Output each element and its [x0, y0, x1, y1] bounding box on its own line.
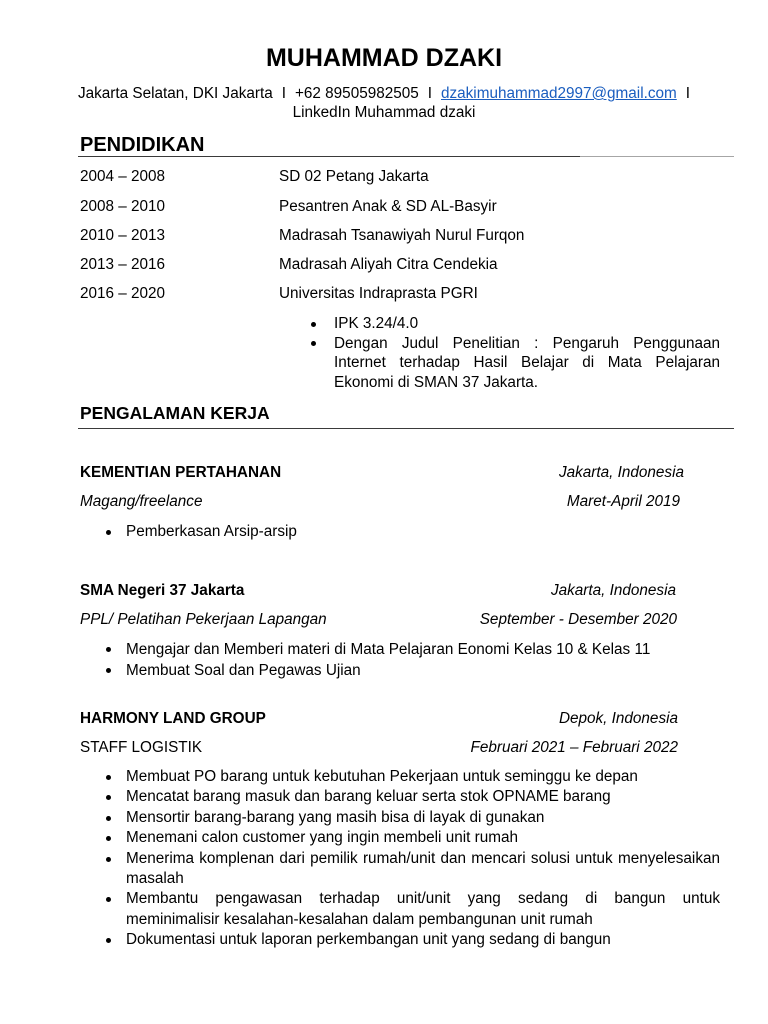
list-item [126, 767, 720, 787]
bullet-icon [311, 341, 316, 346]
job-location: Jakarta, Indonesia [558, 464, 684, 481]
bullet-icon [106, 857, 111, 862]
list-item [126, 849, 720, 890]
section-heading-education: PENDIDIKAN [80, 134, 205, 156]
section-heading-experience: PENGALAMAN KERJA [80, 403, 270, 423]
education-school: Pesantren Anak & SD AL-Basyir [279, 198, 497, 215]
contact-line [0, 84, 768, 104]
contact-linkedin: LinkedIn Muhammad dzaki [292, 104, 476, 121]
bullet-icon [106, 836, 111, 841]
list-item-line: IPK 3.24/4.0 [334, 315, 419, 332]
job-location: Jakarta, Indonesia [550, 582, 676, 599]
education-school: SD 02 Petang Jakarta [279, 168, 429, 185]
job-role: STAFF LOGISTIK [80, 739, 203, 756]
education-years: 2010 – 2013 [80, 227, 166, 244]
list-item [126, 660, 720, 681]
education-years: 2013 – 2016 [80, 256, 166, 273]
list-item-line: Ekonomi di SMAN 37 Jakarta. [334, 374, 539, 392]
education-years: 2016 – 2020 [80, 285, 166, 302]
bullet-icon [106, 816, 111, 821]
bullet-icon [106, 647, 111, 652]
job-role: PPL/ Pelatihan Pekerjaan Lapangan [80, 611, 327, 628]
list-item-line: Membantu pengawasan terhadap unit/unit yang sedang di bangun untuk [126, 890, 720, 908]
list-item [126, 787, 720, 807]
job-dates: September - Desember 2020 [479, 611, 677, 628]
contact-phone: +62 89505982505 [294, 85, 419, 102]
bullet-icon [106, 938, 111, 943]
list-item-line: Mengajar dan Memberi materi di Mata Pelajaran Eonomi Kelas 10 & Kelas 11 [126, 641, 651, 658]
bullet-icon [106, 530, 111, 535]
list-item-line: Menemani calon customer yang ingin membeli unit rumah [126, 829, 518, 847]
job-dates: Februari 2021 – Februari 2022 [470, 739, 678, 756]
list-item [126, 930, 720, 950]
education-years: 2004 – 2008 [80, 168, 166, 185]
contact-email-link[interactable]: dzakimuhammad2997@gmail.com [441, 85, 677, 102]
education-row [0, 197, 768, 217]
contact-separator: I [685, 85, 690, 102]
job-duties-list [126, 767, 720, 951]
list-item-line: meminimalisir kesalahan-kesalahan dalam pembangunan unit rumah [126, 910, 593, 928]
bullet-icon [106, 897, 111, 902]
list-item-line: Mencatat barang masuk dan barang keluar serta stok OPNAME barang [126, 788, 611, 806]
list-item-line: Internet terhadap Hasil Belajar di Mata Pelajaran [334, 354, 720, 372]
education-row [0, 284, 768, 304]
list-item-line: Dengan Judul Penelitian : Pengaruh Penggunaan [334, 334, 720, 352]
list-item [126, 808, 720, 828]
contact-separator: I [427, 85, 432, 102]
list-item-line: Dokumentasi untuk laporan perkembangan unit yang sedang di bangun [126, 931, 611, 949]
list-item-line: Pemberkasan Arsip-arsip [126, 523, 297, 540]
job-company: SMA Negeri 37 Jakarta [80, 582, 245, 599]
list-item [126, 522, 720, 542]
job-dates: Maret-April 2019 [566, 493, 680, 510]
list-item [126, 889, 720, 930]
bullet-icon [106, 775, 111, 780]
list-item [126, 828, 720, 848]
list-item-line: Mensortir barang-barang yang masih bisa di layak di gunakan [126, 808, 545, 826]
contact-location: Jakarta Selatan, DKI Jakarta [78, 85, 273, 102]
bullet-icon [106, 668, 111, 673]
education-school: Universitas Indraprasta PGRI [279, 285, 478, 302]
list-item [334, 334, 720, 393]
bullet-icon [106, 795, 111, 800]
job-duties-list [126, 639, 720, 681]
section-divider [78, 428, 734, 429]
education-row [0, 226, 768, 246]
education-details-list [334, 314, 720, 393]
list-item-line: Membuat Soal dan Pegawas Ujian [126, 662, 361, 679]
contact-separator: I [281, 85, 286, 102]
job-duties-list [126, 522, 720, 542]
education-school: Madrasah Tsanawiyah Nurul Furqon [279, 227, 525, 244]
bullet-icon [311, 322, 316, 327]
education-school: Madrasah Aliyah Citra Cendekia [279, 256, 498, 273]
list-item-line: masalah [126, 870, 184, 888]
job-location: Depok, Indonesia [558, 710, 678, 727]
list-item-line: Menerima komplenan dari pemilik rumah/unit dan mencari solusi untuk menyelesaikan [126, 849, 720, 867]
education-row [0, 255, 768, 275]
education-row [0, 167, 768, 187]
list-item-line: Membuat PO barang untuk kebutuhan Pekerjaan untuk seminggu ke depan [126, 768, 638, 785]
list-item [334, 314, 720, 334]
education-years: 2008 – 2010 [80, 198, 166, 215]
job-company: KEMENTIAN PERTAHANAN [80, 464, 282, 481]
candidate-name: MUHAMMAD DZAKI [265, 44, 503, 72]
job-company: HARMONY LAND GROUP [80, 710, 266, 727]
section-divider-accent [78, 156, 580, 157]
list-item [126, 639, 720, 660]
job-role: Magang/freelance [80, 493, 203, 510]
